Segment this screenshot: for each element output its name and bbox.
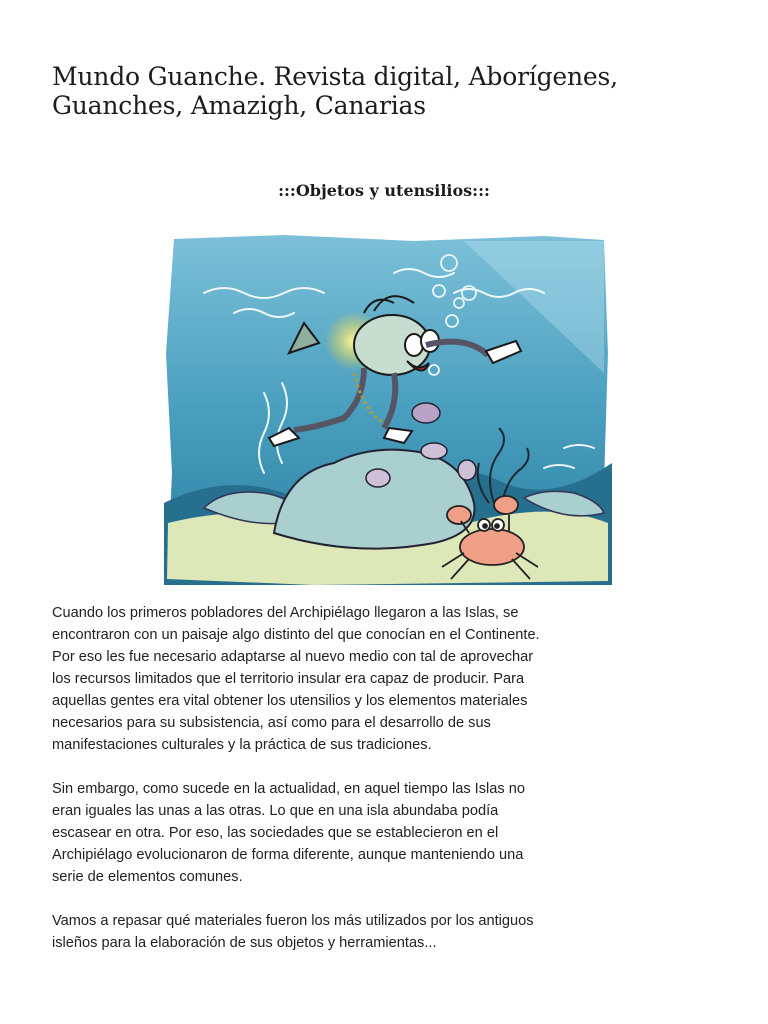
section-heading: :::Objetos y utensilios::: xyxy=(278,181,490,200)
underwater-illustration xyxy=(164,233,612,585)
paragraph-2: Sin embargo, como sucede en la actualidad, en aquel tiempo las Islas no eran iguales las unas a las otras. Lo que en una isla abundaba podía escasear en otra. Por eso, las sociedades que se establecieron en el Archipiélago evolucionaron de forma diferente, aunque manteniendo una serie de elementos comunes. xyxy=(52,781,525,885)
article-body xyxy=(52,602,552,976)
paragraph-3: Vamos a repasar qué materiales fueron los más utilizados por los antiguos isleños para la elaboración de sus objetos y herramientas... xyxy=(52,913,534,951)
paragraph-1: Cuando los primeros pobladores del Archipiélago llegaron a las Islas, se encontraron con un paisaje algo distinto del que conocían en el Continente. Por eso les fue necesario adaptarse al nuevo medio con tal de aprovechar los recursos limitados que el territorio insular era capaz de producir. Para aquellas gentes era vital obtener los utensilios y los elementos materiales necesarios para su subsistencia, así como para el desarrollo de sus manifestaciones culturales y la práctica de sus tradiciones. xyxy=(52,605,540,753)
page-title: Mundo Guanche. Revista digital, Aborígenes, Guanches, Amazigh, Canarias xyxy=(52,62,618,120)
